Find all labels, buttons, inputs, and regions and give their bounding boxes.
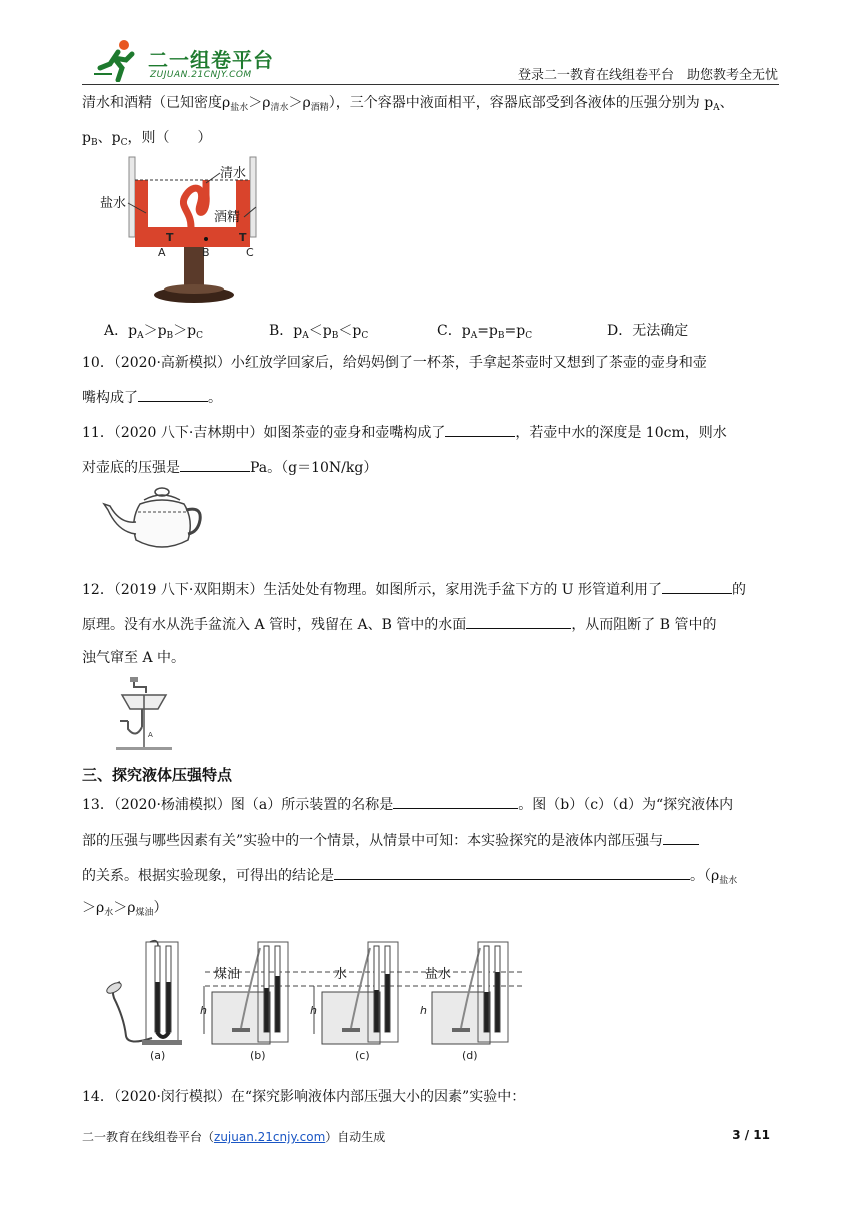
runner-logo-icon bbox=[92, 38, 144, 82]
q13-answer-blank-2[interactable] bbox=[663, 829, 699, 845]
figure-b bbox=[204, 942, 288, 1044]
label-A: A bbox=[158, 246, 166, 259]
q9-option-d[interactable]: D．无法确定 bbox=[607, 323, 689, 339]
bottom-channel bbox=[135, 227, 250, 247]
label-C: C bbox=[246, 246, 254, 259]
q9-option-b[interactable]: B．$p_A<p_B<p_C$ bbox=[269, 323, 369, 341]
label-water: 水 bbox=[334, 967, 348, 982]
q12-line3: 浊气窜至 A 中。 bbox=[82, 650, 186, 666]
logo-title: 二一组卷平台 bbox=[148, 48, 274, 72]
label-alcohol: 酒精 bbox=[214, 210, 241, 225]
figure-c bbox=[314, 942, 398, 1044]
logo-url: ZUJUAN.21CNJY.COM bbox=[150, 70, 252, 80]
q12-answer-blank-1[interactable] bbox=[662, 578, 732, 594]
svg-text:T: T bbox=[239, 231, 247, 244]
label-h-b: h bbox=[200, 1004, 207, 1017]
q13-answer-blank-1[interactable] bbox=[393, 793, 518, 809]
q10-line1: 10．（2020·高新模拟）小红放学回家后，给妈妈倒了一杯茶，手拿起茶壶时又想到了茶壶的壶身和壶 bbox=[82, 355, 707, 371]
section-title: 三、探究液体压强特点 bbox=[82, 766, 233, 784]
q11-answer-blank-2[interactable] bbox=[180, 456, 250, 472]
q9-option-c[interactable]: C．$p_A=p_B=p_C$ bbox=[437, 323, 533, 341]
q11-line1: 11．（2020 八下·吉林期中）如图茶壶的壶身和壶嘴构成了 ，若壶中水的深度是 10cm，则水 bbox=[82, 421, 727, 443]
footer-page-number: 3 / 11 bbox=[732, 1128, 770, 1142]
label-fig-d: (d) bbox=[462, 1049, 478, 1062]
q12-line2: 原理。没有水从洗手盆流入 A 管时，残留在 A、B 管中的水面 ，从而阻断了 B 管中的 bbox=[82, 613, 717, 635]
clear-water-tube bbox=[183, 180, 206, 227]
label-salt-water-13: 盐水 bbox=[425, 967, 452, 982]
footer-source: 二一教育在线组卷平台（zujuan.21cnjy.com）自动生成 bbox=[82, 1130, 386, 1144]
q11-line2: 对壶底的压强是 Pa。（g＝10N/kg） bbox=[82, 456, 377, 478]
q9-line1: 清水和酒精（已知密度$\rho_{盐水}>\rho_{清水}>\rho_{酒精}$），三个容器中液面相平，容器底部受到各液体的压强分别为 $p_A$、 bbox=[82, 95, 734, 113]
q13-answer-blank-3[interactable] bbox=[334, 864, 690, 880]
label-B: B bbox=[202, 246, 210, 259]
svg-text:A: A bbox=[148, 731, 153, 739]
figure-d bbox=[432, 942, 508, 1044]
q11-answer-blank-1[interactable] bbox=[445, 421, 515, 437]
header-slogan: 登录二一教育在线组卷平台 助您教考全无忧 bbox=[517, 68, 778, 83]
label-fig-a: (a) bbox=[150, 1049, 166, 1062]
label-clear-water: 清水 bbox=[220, 166, 247, 181]
q9-option-a[interactable]: A．$p_A>p_B>p_C$ bbox=[104, 323, 204, 341]
q10-answer-blank[interactable] bbox=[138, 386, 208, 402]
label-fig-b: (b) bbox=[250, 1049, 266, 1062]
label-salt-water: 盐水 bbox=[100, 196, 127, 211]
logo bbox=[92, 38, 292, 84]
label-fig-c: (c) bbox=[355, 1049, 370, 1062]
q9-line2: $p_B$、$p_C$，则（ ） bbox=[82, 130, 212, 148]
label-kerosene: 煤油 bbox=[214, 967, 241, 982]
q13-line1: 13．（2020·杨浦模拟）图（a）所示装置的名称是 。图（b）（c）（d）为“探究液体内 bbox=[82, 793, 733, 815]
q9-connected-vessels-figure bbox=[96, 155, 296, 310]
q12-answer-blank-2[interactable] bbox=[466, 613, 571, 629]
figure-a bbox=[105, 941, 182, 1045]
q14-line1: 14．（2020·闵行模拟）在“探究影响液体内部压强大小的因素”实验中： bbox=[82, 1089, 526, 1105]
label-h-d: h bbox=[420, 1004, 427, 1017]
q12-line1: 12．（2019 八下·双阳期末）生活处处有物理。如图所示，家用洗手盆下方的 U 形管道利用了 的 bbox=[82, 578, 746, 600]
sink-u-trap-figure bbox=[116, 675, 176, 755]
footer-link[interactable]: zujuan.21cnjy.com bbox=[214, 1130, 326, 1144]
label-h-c: h bbox=[310, 1004, 317, 1017]
teapot-figure bbox=[100, 484, 210, 556]
q13-line2: 部的压强与哪些因素有关”实验中的一个情景，从情景中可知：本实验探究的是液体内部压强与 bbox=[82, 829, 699, 851]
header-divider bbox=[82, 84, 779, 85]
q13-line3: 的关系。根据实验现象，可得出的结论是 。（$\rho_{盐水}$ bbox=[82, 864, 737, 891]
q13-line4: $>\rho_水>\rho_{煤油}$） bbox=[82, 900, 168, 918]
svg-text:T: T bbox=[166, 231, 174, 244]
q10-line2: 嘴构成了 。 bbox=[82, 386, 222, 408]
q13-manometer-figure bbox=[100, 934, 540, 1064]
